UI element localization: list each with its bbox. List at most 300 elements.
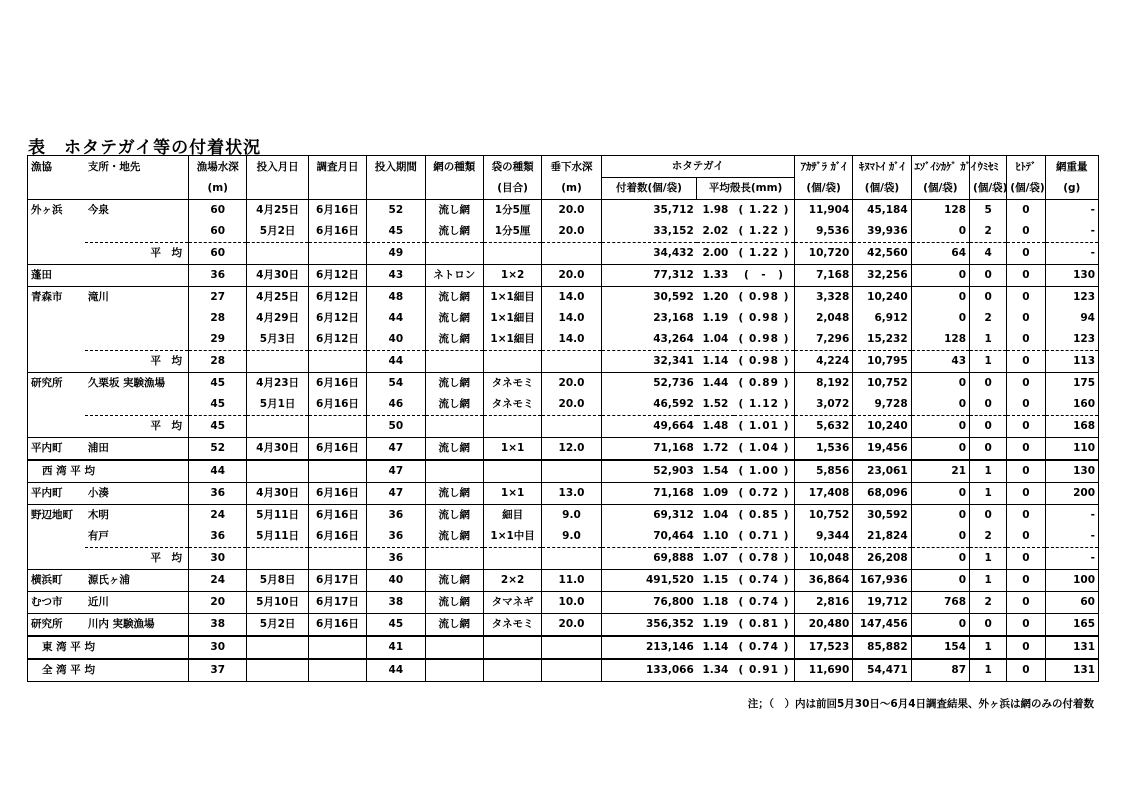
umitake-cell: 1 [970,329,1007,351]
days-cell: 41 [367,636,425,659]
prev-length-cell: ( 0.98 ) [734,287,794,309]
umitake-cell: 1 [970,548,1007,570]
kinu-cell: 10,240 [853,287,911,309]
site-cell [85,308,189,329]
area-cell [28,416,85,438]
area-cell: 研究所 [28,373,85,395]
kinu-cell: 10,752 [853,373,911,395]
hitode-cell: 0 [1007,329,1045,351]
kinu-cell: 54,471 [853,659,911,682]
area-cell [28,526,85,548]
egai-cell: 0 [911,416,969,438]
umitake-cell: 1 [970,460,1007,483]
header-weight: 網重量 [1056,160,1088,173]
umitake-cell: 2 [970,308,1007,329]
net-type-cell: 流し網 [425,526,483,548]
hitode-cell: 0 [1007,460,1045,483]
site-cell: 近川 [85,592,189,614]
shell-length-cell: 1.72 [697,438,734,461]
depth-cell: 30 [189,548,247,570]
net-type-cell: 流し網 [425,200,483,222]
prev-length-cell: ( 1.00 ) [734,460,794,483]
header-depth: 漁場水深 [189,156,247,178]
net-type-cell [425,351,483,373]
bag-type-cell: タネモミ [483,394,541,416]
hitode-cell: 0 [1007,659,1045,682]
prev-length-cell: ( 0.71 ) [734,526,794,548]
depth-cell: 60 [189,221,247,243]
bag-type-cell [483,636,541,659]
site-cell: 平 均 [85,243,189,265]
table-row [28,265,1099,287]
kinu-cell: 15,232 [853,329,911,351]
bag-type-cell [483,548,541,570]
depth-cell: 60 [189,243,247,265]
site-cell: 平 均 [85,351,189,373]
umitake-cell: 0 [970,373,1007,395]
umitake-cell: 0 [970,438,1007,461]
hang-depth-cell [542,416,601,438]
deploy-date-cell: 5月11日 [247,505,308,527]
deploy-date-cell: 5月10日 [247,592,308,614]
table-row [28,505,1099,527]
area-cell: 全 湾 平 均 [28,659,189,682]
bag-type-cell: タネモミ [483,614,541,637]
site-cell: 小湊 [85,483,189,505]
kinu-cell: 30,592 [853,505,911,527]
header-kinu: ｷﾇﾏﾄｲ ｶﾞｲ [853,156,911,178]
akazara-cell: 5,632 [794,416,852,438]
weight-cell: - [1045,243,1098,265]
site-cell: 木明 [85,505,189,527]
akazara-cell: 3,328 [794,287,852,309]
akazara-cell: 9,344 [794,526,852,548]
prev-length-cell: ( 0.91 ) [734,659,794,682]
hang-depth-cell: 14.0 [542,287,601,309]
prev-length-cell: ( 0.98 ) [734,329,794,351]
table-row [28,416,1099,438]
hang-depth-cell [542,636,601,659]
prev-length-cell: ( 0.81 ) [734,614,794,637]
table-row [28,373,1099,395]
density-cell: 49,664 [601,416,697,438]
survey-date-cell [308,243,366,265]
kinu-cell: 147,456 [853,614,911,637]
header-bag-unit: (目合) [483,178,541,200]
survey-date-cell: 6月16日 [308,438,366,461]
weight-cell: 175 [1045,373,1098,395]
area-cell: 平内町 [28,438,85,461]
density-cell: 69,312 [601,505,697,527]
hitode-cell: 0 [1007,614,1045,637]
kinu-cell: 68,096 [853,483,911,505]
header-bag-type: 袋の種類 [483,156,541,178]
shell-length-cell: 2.02 [702,225,729,238]
hang-depth-cell: 20.0 [542,265,601,287]
egai-cell: 43 [911,351,969,373]
survey-date-cell [308,659,366,682]
site-cell [85,265,189,287]
egai-cell: 0 [911,308,969,329]
area-cell: むつ市 [28,592,85,614]
shell-length-cell: 1.19 [702,312,729,325]
table-row [28,636,1099,659]
deploy-date-cell [247,351,308,373]
days-cell: 47 [367,483,425,505]
egai-cell: 87 [911,659,969,682]
area-cell: 東 湾 平 均 [28,636,189,659]
deploy-date-cell: 4月29日 [247,308,308,329]
area-cell [28,548,85,570]
weight-cell: 165 [1045,614,1098,637]
umitake-cell: 1 [970,659,1007,682]
depth-cell: 28 [189,351,247,373]
site-cell: 滝川 [85,287,189,309]
shell-length-cell: 2.00 [697,243,734,265]
egai-cell: 0 [911,483,969,505]
prev-length-cell: ( 1.22 ) [734,221,794,243]
survey-date-cell: 6月12日 [308,287,366,309]
header-hang-depth: 垂下水深 [542,156,601,178]
header-area: 漁協 [31,160,52,173]
days-cell: 40 [367,570,425,592]
shell-length-cell: 1.98 [697,200,734,222]
egai-cell: 0 [911,505,969,527]
kinu-cell: 26,208 [853,548,911,570]
depth-cell: 24 [189,570,247,592]
kinu-cell: 23,061 [853,460,911,483]
bag-type-cell [483,460,541,483]
header-depth-unit: (m) [189,178,247,200]
area-cell [28,243,85,265]
net-type-cell [425,548,483,570]
header-row-2 [28,178,1099,200]
days-cell: 44 [367,659,425,682]
site-cell: 平 均 [85,416,189,438]
prev-length-cell: ( - ) [734,265,794,287]
umitake-cell: 2 [970,592,1007,614]
kinu-cell: 167,936 [853,570,911,592]
kinu-cell: 21,824 [853,526,911,548]
deploy-date-cell: 4月25日 [247,287,308,309]
days-cell: 54 [367,373,425,395]
egai-cell: 0 [911,394,969,416]
density-cell: 491,520 [601,570,697,592]
density-cell: 23,168 [653,312,694,325]
akazara-cell: 36,864 [794,570,852,592]
weight-cell: 200 [1045,483,1098,505]
header-egai-unit: (個/袋) [911,178,969,200]
density-cell: 71,168 [601,438,697,461]
egai-cell: 0 [911,373,969,395]
prev-length-cell: ( 0.74 ) [734,636,794,659]
weight-cell: - [1090,225,1095,238]
kinu-cell: 45,184 [853,200,911,222]
weight-cell: 130 [1045,460,1098,483]
header-weight-unit: (g) [1063,182,1081,194]
hang-depth-cell: 20.0 [542,614,601,637]
shell-length-cell: 1.48 [697,416,734,438]
hang-depth-cell: 9.0 [542,526,601,548]
kinu-cell: 85,882 [853,636,911,659]
akazara-cell: 17,408 [794,483,852,505]
deploy-date-cell [247,659,308,682]
area-cell: 横浜町 [28,570,85,592]
days-cell: 44 [367,308,425,329]
prev-length-cell: ( 0.78 ) [734,548,794,570]
hang-depth-cell: 20.0 [542,200,601,222]
survey-date-cell [308,416,366,438]
bag-type-cell: 細目 [483,505,541,527]
egai-cell: 154 [911,636,969,659]
egai-cell: 0 [911,265,969,287]
table-row [28,438,1099,461]
akazara-cell: 11,904 [794,200,852,222]
density-cell: 213,146 [601,636,697,659]
area-cell [28,394,85,416]
hitode-cell: 0 [1007,351,1045,373]
kinu-cell: 6,912 [853,308,911,329]
area-cell: 外ヶ浜 [28,200,85,222]
density-cell: 69,888 [601,548,697,570]
weight-cell: 131 [1045,636,1098,659]
density-cell: 133,066 [601,659,697,682]
table-row [28,243,1099,265]
akazara-cell: 3,072 [794,394,852,416]
days-cell: 47 [367,438,425,461]
bag-type-cell: 1×1中目 [483,526,541,548]
table-row [28,329,1099,351]
net-type-cell [425,636,483,659]
survey-date-cell: 6月17日 [308,570,366,592]
bag-type-cell [483,416,541,438]
site-cell [85,394,189,416]
days-cell: 52 [367,200,425,222]
shell-length-cell: 1.04 [702,333,729,346]
net-type-cell: 流し網 [425,329,483,351]
header-density: 付着数(個/袋) [601,178,697,200]
kinu-cell: 42,560 [853,243,911,265]
weight-cell: 160 [1073,398,1095,411]
shell-length-cell: 1.54 [697,460,734,483]
hang-depth-cell: 11.0 [542,570,601,592]
table-row [28,308,1099,329]
kinu-cell: 9,728 [853,394,911,416]
site-cell: 浦田 [85,438,189,461]
bag-type-cell: タマネギ [483,592,541,614]
net-type-cell: 流し網 [425,394,483,416]
umitake-cell: 1 [970,570,1007,592]
kinu-cell: 32,256 [853,265,911,287]
area-cell: 平内町 [28,483,85,505]
egai-cell: 0 [911,614,969,637]
days-cell: 50 [367,416,425,438]
prev-length-cell: ( 0.98 ) [734,351,794,373]
weight-cell: 94 [1080,312,1095,325]
days-cell: 40 [367,329,425,351]
survey-date-cell: 6月16日 [308,221,366,243]
prev-length-cell: ( 1.04 ) [734,438,794,461]
deploy-date-cell: 4月23日 [247,373,308,395]
header-scallop: ホタテガイ [601,156,794,178]
weight-cell: 130 [1045,265,1098,287]
depth-cell: 28 [189,308,247,329]
net-type-cell: 流し網 [425,373,483,395]
bag-type-cell: 1×1細目 [483,329,541,351]
header-survey-date: 調査月日 [308,156,366,178]
header-umitake-unit: (個/袋) [970,178,1007,200]
weight-cell: - [1045,505,1098,527]
hitode-cell: 0 [1007,373,1045,395]
umitake-cell: 0 [970,394,1007,416]
umitake-cell: 1 [970,483,1007,505]
bag-type-cell: 1×1細目 [483,308,541,329]
umitake-cell: 5 [970,200,1007,222]
density-cell: 32,341 [601,351,697,373]
document-title: 表 ホタテガイ等の付着状況 [28,138,262,158]
density-cell: 71,168 [601,483,697,505]
survey-date-cell: 6月12日 [308,308,366,329]
density-cell: 46,592 [653,398,694,411]
depth-cell: 27 [189,287,247,309]
bag-type-cell: 1×1 [483,483,541,505]
survey-date-cell: 6月17日 [308,592,366,614]
weight-cell: 113 [1045,351,1098,373]
shell-length-cell: 1.34 [697,659,734,682]
bag-type-cell: 1分5厘 [483,200,541,222]
deploy-date-cell: 4月30日 [247,265,308,287]
net-type-cell: 流し網 [425,308,483,329]
hang-depth-cell: 12.0 [542,438,601,461]
shell-length-cell: 1.44 [697,373,734,395]
prev-length-cell: ( 0.98 ) [734,308,794,329]
survey-date-cell: 6月16日 [308,394,366,416]
shell-length-cell: 1.18 [697,592,734,614]
table-row [28,614,1099,637]
table-row [28,526,1099,548]
depth-cell: 37 [189,659,247,682]
header-site: 支所・地先 [85,156,189,178]
deploy-date-cell: 5月3日 [247,329,308,351]
shell-length-cell: 1.15 [697,570,734,592]
net-type-cell: 流し網 [425,570,483,592]
bag-type-cell [483,351,541,373]
header-row-1 [28,156,1099,178]
survey-date-cell: 6月12日 [308,265,366,287]
prev-length-cell: ( 1.01 ) [734,416,794,438]
hang-depth-cell [542,548,601,570]
table-row [28,592,1099,614]
survey-date-cell: 6月16日 [308,200,366,222]
net-type-cell: 流し網 [425,287,483,309]
umitake-cell: 0 [970,287,1007,309]
hang-depth-cell: 14.0 [542,308,601,329]
hitode-cell: 0 [1007,221,1045,243]
header-hang-unit: (m) [542,178,601,200]
header-deploy-date: 投入月日 [247,156,308,178]
weight-cell: - [1045,200,1098,222]
net-type-cell: 流し網 [425,592,483,614]
akazara-cell: 2,816 [794,592,852,614]
survey-date-cell [308,548,366,570]
deploy-date-cell [247,636,308,659]
table-row [28,351,1099,373]
header-egai: ｴｿﾞｲｼｶｹﾞ ｶﾞｲ [911,156,969,178]
egai-cell: 768 [911,592,969,614]
density-cell: 35,712 [601,200,697,222]
akazara-cell: 9,536 [794,221,852,243]
site-cell: 川内 実験漁場 [85,614,189,637]
deploy-date-cell [247,416,308,438]
bag-type-cell: 1分5厘 [483,221,541,243]
table-row [28,221,1099,243]
prev-length-cell: ( 0.72 ) [734,483,794,505]
net-type-cell: 流し網 [425,438,483,461]
hitode-cell: 0 [1007,394,1045,416]
prev-length-cell: ( 0.74 ) [734,570,794,592]
shell-length-cell: 1.09 [697,483,734,505]
weight-cell: 123 [1073,333,1095,346]
table-row [28,287,1099,309]
hitode-cell: 0 [1007,592,1045,614]
days-cell: 45 [367,614,425,637]
akazara-cell: 20,480 [794,614,852,637]
prev-length-cell: ( 1.12 ) [734,394,794,416]
area-cell [28,329,85,351]
akazara-cell: 8,192 [794,373,852,395]
header-kinu-unit: (個/袋) [853,178,911,200]
deploy-date-cell: 5月2日 [247,221,308,243]
hitode-cell: 0 [1007,265,1045,287]
weight-cell: 100 [1045,570,1098,592]
shell-length-cell: 1.33 [697,265,734,287]
net-type-cell: 流し網 [425,505,483,527]
egai-cell: 0 [911,526,969,548]
akazara-cell: 11,690 [794,659,852,682]
survey-date-cell [308,460,366,483]
site-cell: 平 均 [85,548,189,570]
deploy-date-cell: 5月8日 [247,570,308,592]
weight-cell: 110 [1045,438,1098,461]
hang-depth-cell [542,351,601,373]
area-cell: 蓬田 [28,265,85,287]
table-row [28,460,1099,483]
akazara-cell: 4,224 [794,351,852,373]
bag-type-cell: 1×1 [483,438,541,461]
hang-depth-cell [542,460,601,483]
prev-length-cell: ( 0.85 ) [734,505,794,527]
egai-cell: 128 [911,329,969,351]
density-cell: 70,464 [653,530,694,543]
density-cell: 52,736 [601,373,697,395]
umitake-cell: 0 [970,505,1007,527]
days-cell: 36 [367,505,425,527]
kinu-cell: 10,240 [853,416,911,438]
hitode-cell: 0 [1007,483,1045,505]
shell-length-cell: 1.52 [702,398,729,411]
hitode-cell: 0 [1007,548,1045,570]
depth-cell: 45 [189,394,247,416]
umitake-cell: 2 [970,221,1007,243]
akazara-cell: 7,296 [794,329,852,351]
depth-cell: 44 [189,460,247,483]
survey-date-cell: 6月16日 [308,373,366,395]
deploy-date-cell [247,548,308,570]
header-umitake: ｳﾐｾﾐ [970,156,1007,178]
site-cell [85,329,189,351]
site-cell: 有戸 [85,526,189,548]
days-cell: 43 [367,265,425,287]
